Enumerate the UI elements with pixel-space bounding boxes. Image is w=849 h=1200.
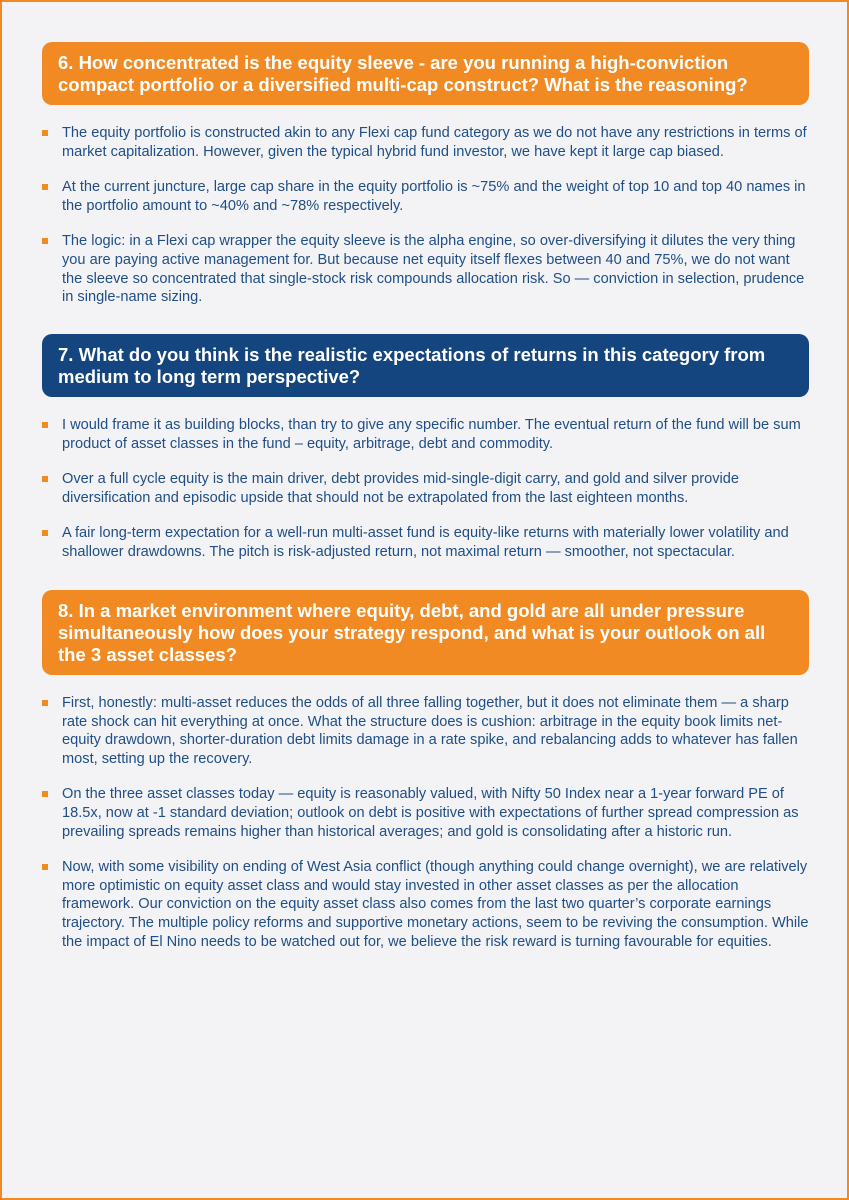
bullet-icon <box>42 700 48 706</box>
answer-text: Over a full cycle equity is the main driver, debt provides mid-single-digit carry, and gold and silver provide diversification and episodic upside that should not be extrapolated from the last eighteen months. <box>62 471 740 506</box>
bullet-icon <box>42 864 48 870</box>
answer-text: The equity portfolio is constructed akin to any Flexi cap fund category as we do not have any restrictions in terms of market capitalization. However, given the typical hybrid fund investor, we have kept it large cap biased. <box>62 125 807 160</box>
answer-item <box>42 524 809 561</box>
answer-item <box>42 470 809 507</box>
bullet-icon <box>42 184 48 190</box>
answer-item <box>42 416 809 453</box>
question-heading: 7. What do you think is the realistic expectations of returns in this category from medium to long term perspective? <box>42 334 809 397</box>
answer-item <box>42 694 809 768</box>
answer-list <box>42 124 809 307</box>
answer-text: At the current juncture, large cap share in the equity portfolio is ~75% and the weight of top 10 and top 40 names in the portfolio amount to ~40% and ~78% respectively. <box>62 179 806 214</box>
section-q6 <box>42 42 809 324</box>
bullet-icon <box>42 476 48 482</box>
answer-text: The logic: in a Flexi cap wrapper the equity sleeve is the alpha engine, so over-diversifying it dilutes the very thing you are paying active management for. But because net equity itself flexes between 40 and 75%, we do not want the sleeve so concentrated that single-stock risk compounds allocation risk. So — conviction in selection, prudence in single-name sizing. <box>62 233 805 306</box>
question-heading: 6. How concentrated is the equity sleeve - are you running a high-conviction compact portfolio or a diversified multi-cap construct? What is the reasoning? <box>42 42 809 105</box>
question-heading: 8. In a market environment where equity, debt, and gold are all under pressure simultaneously how does your strategy respond, and what is your outlook on all the 3 asset classes? <box>42 590 809 675</box>
bullet-icon <box>42 130 48 136</box>
answer-text: Now, with some visibility on ending of West Asia conflict (though anything could change overnight), we are relatively more optimistic on equity asset class and would stay invested in other asset classes as per the allocation framework. Our conviction on the equity asset class also comes from the last two quarter’s corporate earnings trajectory. The multiple policy reforms and supportive monetary actions, seem to be reviving the consumption. While the impact of El Nino needs to be watched out for, we believe the risk reward is turning favourable for equities. <box>62 859 809 950</box>
answer-item <box>42 858 809 951</box>
bullet-icon <box>42 422 48 428</box>
answer-list <box>42 694 809 951</box>
answer-text: I would frame it as building blocks, than try to give any specific number. The eventual return of the fund will be sum product of asset classes in the fund – equity, arbitrage, debt and commodity. <box>62 417 801 452</box>
answer-item <box>42 178 809 215</box>
bullet-icon <box>42 530 48 536</box>
answer-list <box>42 416 809 562</box>
answer-item <box>42 124 809 161</box>
bullet-icon <box>42 791 48 797</box>
answer-item <box>42 785 809 841</box>
answer-text: On the three asset classes today — equity is reasonably valued, with Nifty 50 Index near a 1-year forward PE of 18.5x, now at -1 standard deviation; outlook on debt is positive with expectations of further spread compression as prevailing spreads remains higher than historical averages; and gold is consolidating after a historic run. <box>62 786 799 840</box>
section-q7 <box>42 334 809 579</box>
bullet-icon <box>42 238 48 244</box>
answer-text: First, honestly: multi-asset reduces the odds of all three falling together, but it does not eliminate them — a sharp rate shock can hit everything at once. What the structure does is cushion: arbitrage in the equity book limits net-equity drawdown, shorter-duration debt limits damage in a rate spike, and rebalancing adds to whatever has fallen most, setting up the recovery. <box>62 695 798 767</box>
section-q8 <box>42 590 809 968</box>
answer-item <box>42 232 809 306</box>
answer-text: A fair long-term expectation for a well-run multi-asset fund is equity-like returns with materially lower volatility and shallower drawdowns. The pitch is risk-adjusted return, not maximal return — smoother, not spectacular. <box>62 525 789 560</box>
